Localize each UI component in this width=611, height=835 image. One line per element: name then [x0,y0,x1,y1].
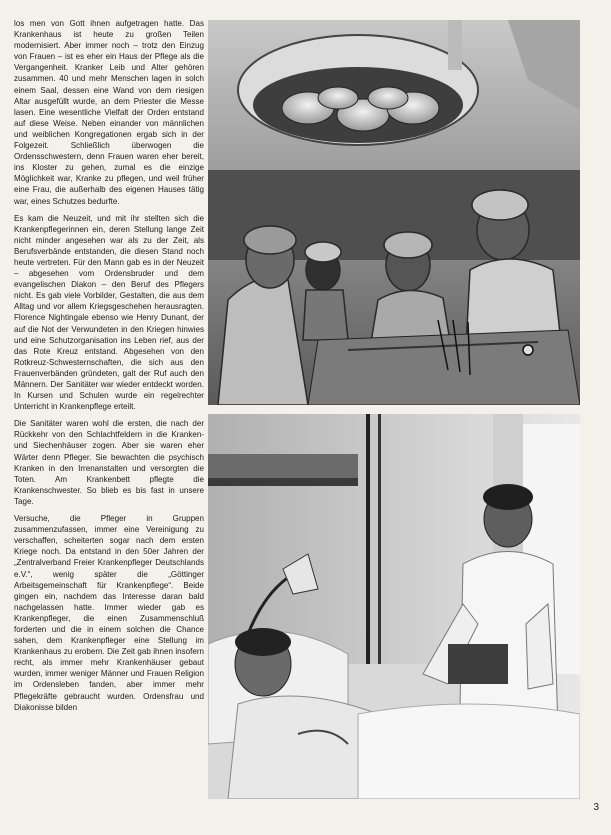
hospital-bed-illustration [208,414,580,799]
page-number: 3 [593,802,599,813]
article-text-column [14,18,204,800]
paragraph: Es kam die Neuzeit, und mit ihr stellten sich die Krankenpflegerinnen ein, deren Stellung lange Zeit nicht minder angesehen war als zu der Zeit, als Berufsverbände entstanden, die diesen Stand noch heute vertreten. Für den Mann gab es in der Neuzeit – abgesehen vom Ordensbruder und dem evangelischen Diakon – den Beruf des Pflegers nicht. Es gab viele Vorbilder, Gestalten, die aus dem Alltag und vor allem Kriegsgeschehen herausragten. Florence Nightingale ebenso wie Henry Dunant, der auf die Not der Verwundeten in den Kriegen hinwies und eine Schutzorganisation ins Leben rief, aus der das Rote Kreuz entstand. Abgesehen von den Rotkreuz-Schwesternschaften, die sich aus den Frauenverbänden gründeten, galt der Ruf auch den Männern. Der Sanitäter war wieder entdeckt worden. In Kursen und Schulen wurde ein regelrechter Unterricht in Krankenpflege erteilt. [14,213,204,412]
paragraph: Versuche, die Pfleger in Gruppen zusammenzufassen, immer eine Vereinigung zu verschaffen, scheiterten sogar nach dem ersten Kriege noch. Da entstand in den 50er Jahren der „Zentralverband Freier Krankenpfleger Deutschlands e.V.“, wenig später die „Göttinger Arbeitsgemeinschaft für Krankenpflege“. Beide gingen ein, nachdem das Interesse daran bald nachgelassen hatte. Immer wieder gab es Krankenpfleger, die einen Zusammenschluß forderten und die in einem solchen die Chance sahen, dem Krankenpfleger eine Stellung im Krankenhaus zu erobern. Die Zeit gab ihnen insofern recht, als immer mehr Krankenhäuser gebaut wurden, immer weniger Männer und Frauen Religion im Ordensleben fanden, aber immer mehr Pflegekräfte gebraucht wurden. Ordensfrau und Diakonisse bilden [14,514,204,712]
paragraph: Die Sanitäter waren wohl die ersten, die nach der Rückkehr von den Schlachtfeldern in die Kranken- und Siechenhäuser zogen. Aber sie waren eher Wärter denn Pfleger. Sie bewachten die psychisch Kranken in den Irrenanstalten und versorgten die Toten. Am Krankenbett pflegte die Krankenschwester. So blieb es bis fast in unsere Tage. [14,419,204,506]
operating-room-illustration [208,20,580,405]
hospital-bed-photo [208,414,580,799]
operating-room-photo [208,20,580,405]
paragraph: los men von Gott ihnen aufgetragen hatte. Das Krankenhaus ist heute zu großen Teilen modernisiert. Aber immer noch – trotz den Einzug von Frauen – ist es eher ein Haus der Pflege als die Vergangenheit. Kranker Leib und Alter gehören zusammen. 40 und mehr Menschen lagen in solch einem Saal, dessen eine Wand von dem riesigen Altar ausgefüllt wurde, an dem Priester die Messe lasen. Eine wesentliche Vielfalt der Orden entstand auf diese Weise. Neben einander von männlichen und weiblichen Kongregationen ergab sich in der Folgezeit. Schließlich überwogen die Ordensschwestern, denn Frauen waren eher bereit, ins Kloster zu gehen, zumal es die einzige Möglichkeit war, Kranke zu pflegen, und weil früher eine Frau, die außerhalb des eigenen Hauses tätig war, eines Schutzes bedurfte. [14,19,204,206]
